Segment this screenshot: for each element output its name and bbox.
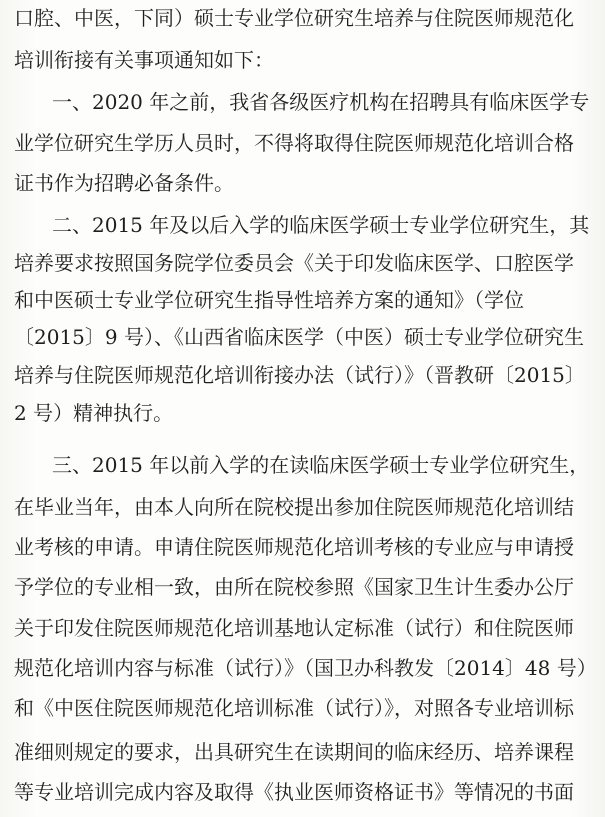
text-line: 予学位的专业相一致，由所在院校参照《国家卫生计生委办公厅 [14, 575, 574, 599]
text-line: 准细则规定的要求，出具研究生在读期间的临床经历、培养课程 [14, 740, 574, 764]
text-line: 关于印发住院医师规范化培训基地认定标准（试行）和住院医师 [14, 616, 574, 640]
text-line: 业学位研究生学历人员时，不得将取得住院医师规范化培训合格 [14, 131, 574, 155]
text-line: 和《中医住院医师规范化培训标准（试行）》，对照各专业培训标 [14, 696, 574, 720]
text-line: 业考核的申请。申请住院医师规范化培训考核的专业应与申请授 [14, 535, 574, 559]
text-line: 在毕业当年，由本人向所在院校提出参加住院医师规范化培训结 [14, 495, 574, 519]
text-line: 培养与住院医师规范化培训衔接办法（试行）》（晋教研〔2015〕 [14, 363, 585, 387]
text-line: 等专业培训完成内容及取得《执业医师资格证书》等情况的书面 [14, 780, 574, 804]
text-line: 培训衔接有关事项通知如下： [14, 48, 274, 72]
text-line: 和中医硕士专业学位研究生指导性培养方案的通知》（学位 [14, 288, 524, 312]
text-line: 口腔、中医，下同）硕士专业学位研究生培养与住院医师规范化 [14, 6, 574, 30]
text-line: 二、2015 年及以后入学的临床医学硕士专业学位研究生，其 [52, 213, 590, 237]
text-line: 证书作为招聘必备条件。 [14, 171, 234, 195]
text-line: 一、2020 年之前，我省各级医疗机构在招聘具有临床医学专 [52, 90, 590, 114]
text-line: 三、2015 年以前入学的在读临床医学硕士专业学位研究生， [52, 453, 590, 477]
text-line: 规范化培训内容与标准（试行）》（国卫办科教发〔2014〕48 号） [14, 656, 597, 680]
text-line: 培养要求按照国务院学位委员会《关于印发临床医学、口腔医学 [14, 251, 574, 275]
text-line: 2 号）精神执行。 [14, 401, 174, 425]
text-line: 〔2015〕9 号）、《山西省临床医学（中医）硕士专业学位研究生 [14, 325, 584, 349]
